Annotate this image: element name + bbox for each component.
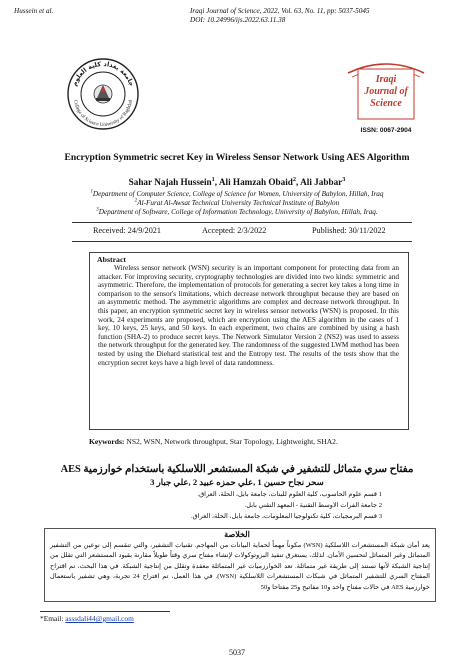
abstract-text: Wireless sensor network (WSN) security is an important component for protecting data from an attacker. For improving security, cryptography technologies are divided into two kinds: symmetric and asymmetric. Therefore, the implementation of protocols for generating a secret key takes a long time in comparison to the sensor's limitations, which decrease network throughput because they are based on an asymmetric method. The asymmetric algorithms are complex and decrease network throughput. In this paper, an encryption symmetric secret key in wireless sensor networks (WSN) is proposed. In this work, 24 experiments are proposed, which are encryption using the AES algorithm in the cases of 1 key, 10 keys, 25 keys, and 50 keys. In each experiment, two chains are combined by using a hash function (SHA-2) to produce secret keys. The Network Simulator Version 2 (NS2) was used to assess the network throughput for the generated key. The randomness of the suggested LWM method has been tested by using the Diehard statistical test and the Entropy test. The results of the tests show that the encryption secret keys have a high level of data randomness. [98,264,399,367]
affiliation: $^1$Department of Computer Science, College of Science for Women, University of Babylon, Hillah, Iraq [90,189,384,198]
arabic-authors: سحر نجاح حسين 1 ,علي حمزه عبيد 2 ,علي جبار 3 [150,477,324,487]
email-label: *Email: [40,614,64,623]
journal-logo [344,53,428,137]
divider [72,241,412,242]
paper-title: Encryption Symmetric secret Key in Wireless Sensor Network Using AES Algorithm [64,152,410,163]
arabic-title: مفتاح سري متماثل للتشفير في شبكة المستشعر اللاسلكية باستخدام خوارزمية AES [60,464,414,475]
svg-text:Science: Science [370,98,402,109]
svg-text:Journal of: Journal of [364,86,408,97]
university-seal-logo [66,57,140,131]
author-name: Ali Hamzah Obaid [218,177,293,187]
arabic-abstract-heading: الخلاصة [224,530,250,539]
arabic-affiliation: 2 جامعة الفرات الاوسط التقنية - المعهد التقني بابل. [244,502,382,509]
svg-text:جامعة بغداد كلية العلوم: جامعة بغداد كلية العلوم [70,59,136,88]
affiliation: $^2$Al-Furat Al-Awsat Technical University Technical Institute of Babylon [134,198,340,207]
published-date: Published: 30/11/2022 [312,226,386,235]
page-number: 5037 [229,648,245,657]
arabic-affiliation: 1 قسم علوم الحاسوب، كلية العلوم للبنات، جامعة بابل، الحلة، العراق. [197,491,382,498]
author-sup: 2 [292,175,297,183]
author-sup: 1 [211,175,215,183]
received-date: Received: 24/9/2021 [93,226,161,235]
author-name: Ali Jabbar [300,177,343,187]
abstract-heading: Abstract [97,255,127,264]
author-name: Sahar Najah Hussein [128,177,212,187]
keywords [89,437,419,446]
arabic-affiliation: 3 قسم البرمجيات، كلية تكنولوجيا المعلومات، جامعة بابل، الحلة، العراق. [191,513,382,520]
corresponding-email [40,614,134,623]
email-link[interactable]: asssdali44@gmail.com [65,614,134,623]
svg-text:ISSN: 0067-2904: ISSN: 0067-2904 [360,127,412,134]
keywords-list: NS2, WSN, Network throughput, Star Topology, Lightweight, SHA2. [126,437,338,446]
svg-text:College of Science University: College of Science University of Baghdad [72,99,134,129]
svg-text:Iraqi: Iraqi [375,74,397,85]
arabic-abstract-text: يعد أمان شبكة المستشعرات اللاسلكية (WSN) مكوناً مهماً لحماية البيانات من المهاجم. تقنيات التشفير، والتي تنقسم إلى نوعين من التشفير المتماثل وغير المتماثل لتحسين الأمان. لذلك، يستغرق تنفيذ البروتوكولات لإنشاء مفتاح سري وقتاً طويلاً مقارنة بقيود المستشعر التي تقلل من إنتاجية الشبكة لأنها تستند إلى طريقة غير متماثلة. تعد الخوارزميات غير المتماثلة معقدة وتقلل من إنتاجية الشبكة. في هذا البحث، تم اقتراح المفتاح السري للتشفير المتماثل في شبكات المستشعرات اللاسلكية (WSN). في هذا العمل، تم اقتراح 24 تجربة، وهي تشفير باستعمال خوارزمية AES في حالات مفتاح واحد و10 مفاتيح و25 مفتاحا و50 [50,542,430,591]
divider [72,222,412,223]
affiliation: $^3$Department of Software, College of Information Technology, University of Babylon, Hillah, Iraq. [96,207,378,216]
running-header-authors: Hussein et al. [14,7,54,15]
journal-citation: Iraqi Journal of Science, 2022, Vol. 63, No. 11, pp: 5037-5045 [190,7,370,15]
accepted-date: Accepted: 2/3/2022 [202,226,267,235]
keywords-label: Keywords: [89,437,125,446]
running-header-journal [190,7,370,25]
author-sup: 3 [342,175,346,183]
doi: DOI: 10.24996/ijs.2022.63.11.38 [190,16,286,24]
author-list: Sahar Najah Hussein$^1$, Ali Hamzah Obaid$^2$, Ali Jabbar$^3$ [128,175,346,187]
footnote-rule [40,611,170,612]
